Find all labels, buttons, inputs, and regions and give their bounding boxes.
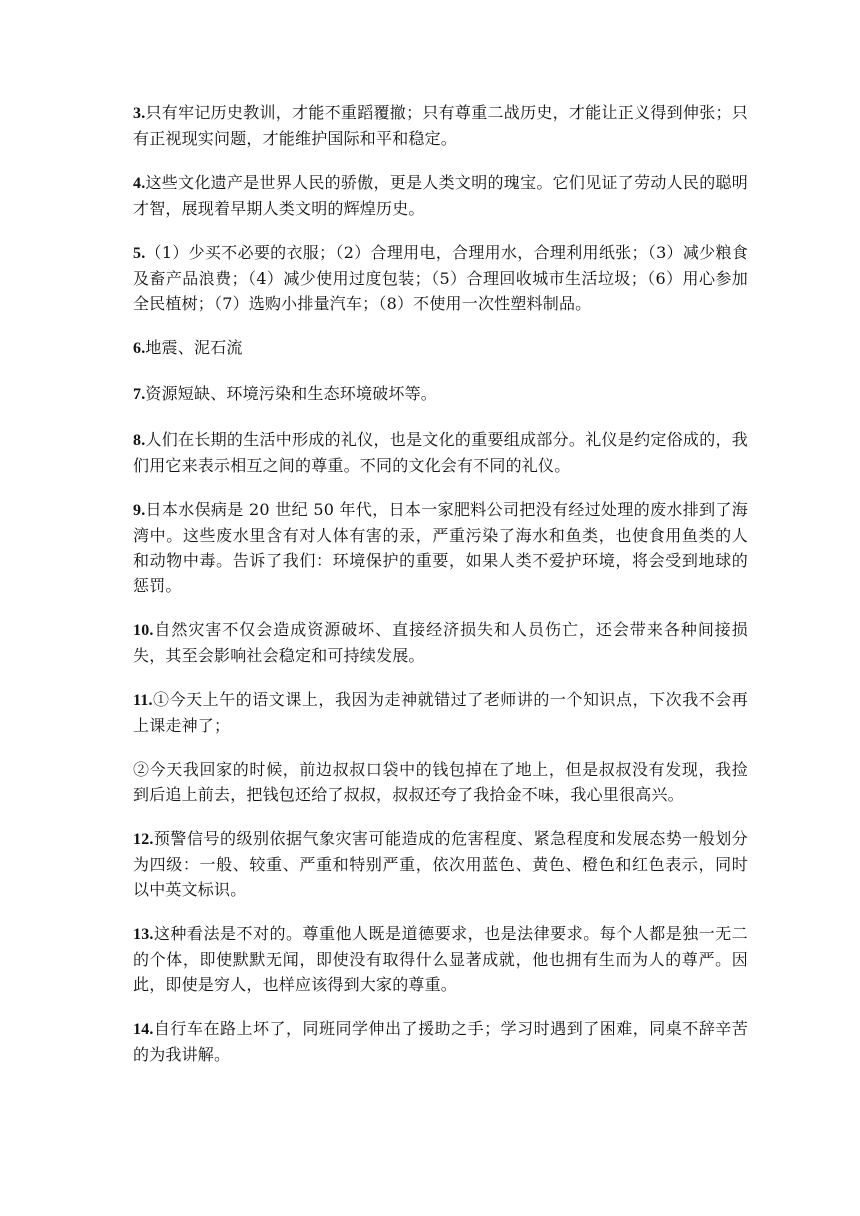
answer-text: 日本水俣病是 20 世纪 50 年代，日本一家肥料公司把没有经过处理的废水排到了海湾中。这些废水里含有对人体有害的汞，严重污染了海水和鱼类，也使食用鱼类的人和动物中毒。告诉了我们：环境保护的重要，如果人类不爱护环境，将会受到地球的惩罚。 [133, 500, 748, 595]
answer-14 [133, 1016, 748, 1067]
answer-text: 自然灾害不仅会造成资源破坏、直接经济损失和人员伤亡，还会带来各种间接损失，其至会影响社会稳定和可持续发展。 [133, 620, 748, 665]
answer-number: 9. [133, 502, 146, 519]
answer-3 [133, 100, 748, 151]
answer-number: 14. [133, 1021, 154, 1038]
answer-4 [133, 170, 748, 221]
answer-11 [133, 687, 748, 738]
answer-number: 10. [133, 622, 154, 639]
answer-9 [133, 497, 748, 598]
answer-text: 资源短缺、环境污染和生态环境破坏等。 [145, 384, 438, 403]
answer-10 [133, 617, 748, 668]
answer-text: 只有牢记历史教训，才能不重蹈覆撤；只有尊重二战历史，才能让正义得到伸张；只有正视现实问题，才能维护国际和平和稳定。 [133, 103, 748, 148]
answer-5 [133, 240, 748, 316]
answer-number: 3. [133, 105, 146, 122]
answer-7 [133, 381, 748, 407]
answer-8 [133, 427, 748, 478]
answer-13 [133, 921, 748, 997]
answer-text: 人们在长期的生活中形成的礼仪，也是文化的重要组成部分。礼仪是约定俗成的，我们用它来表示相互之间的尊重。不同的文化会有不同的礼仪。 [133, 430, 748, 475]
answer-text: 预警信号的级别依据气象灾害可能造成的危害程度、紧急程度和发展态势一般划分为四级：一般、较重、严重和特别严重，依次用蓝色、黄色、橙色和红色表示，同时以中英文标识。 [133, 829, 748, 899]
answer-number: 8. [133, 432, 146, 449]
answer-text: ①今天上午的语文课上，我因为走神就错过了老师讲的一个知识点，下次我不会再上课走神了； [133, 690, 748, 735]
answer-number: 11. [133, 692, 153, 709]
answer-text: 地震、泥石流 [145, 338, 243, 357]
answer-12 [133, 826, 748, 902]
answer-number: 6. [133, 340, 146, 357]
answer-text: ②今天我回家的时候，前边叔叔口袋中的钱包掉在了地上，但是叔叔没有发现，我捡到后追上前去，把钱包还给了叔叔，叔叔还夸了我拾金不味，我心里很高兴。 [133, 760, 748, 804]
answer-text: （1）少买不必要的衣服；（2）合理用电，合理用水，合理利用纸张；（3）减少粮食及畜产品浪费；（4）减少使用过度包装；（5）合理回收城市生活垃圾；（6）用心参加全民植树；（7）选购小排量汽车；（8）不使用一次性塑料制品。 [133, 243, 748, 313]
answer-number: 5. [133, 245, 146, 262]
answer-6 [133, 335, 748, 361]
answer-11-part-2 [133, 757, 748, 807]
answer-number: 13. [133, 926, 154, 943]
answer-text: 自行车在路上坏了，同班同学伸出了援助之手；学习时遇到了困难，同桌不辞辛苦的为我讲解。 [133, 1019, 748, 1064]
answer-text: 这些文化遗产是世界人民的骄傲，更是人类文明的瑰宝。它们见证了劳动人民的聪明才智，展现着早期人类文明的辉煌历史。 [133, 173, 748, 218]
answer-number: 7. [133, 386, 146, 403]
answer-text: 这种看法是不对的。尊重他人既是道德要求，也是法律要求。每个人都是独一无二的个体，即使默默无闻，即使没有取得什么显著成就，他也拥有生而为人的尊严。因此，即使是穷人，也样应该得到大家的尊重。 [133, 924, 748, 994]
answer-number: 12. [133, 831, 154, 848]
answer-number: 4. [133, 175, 146, 192]
